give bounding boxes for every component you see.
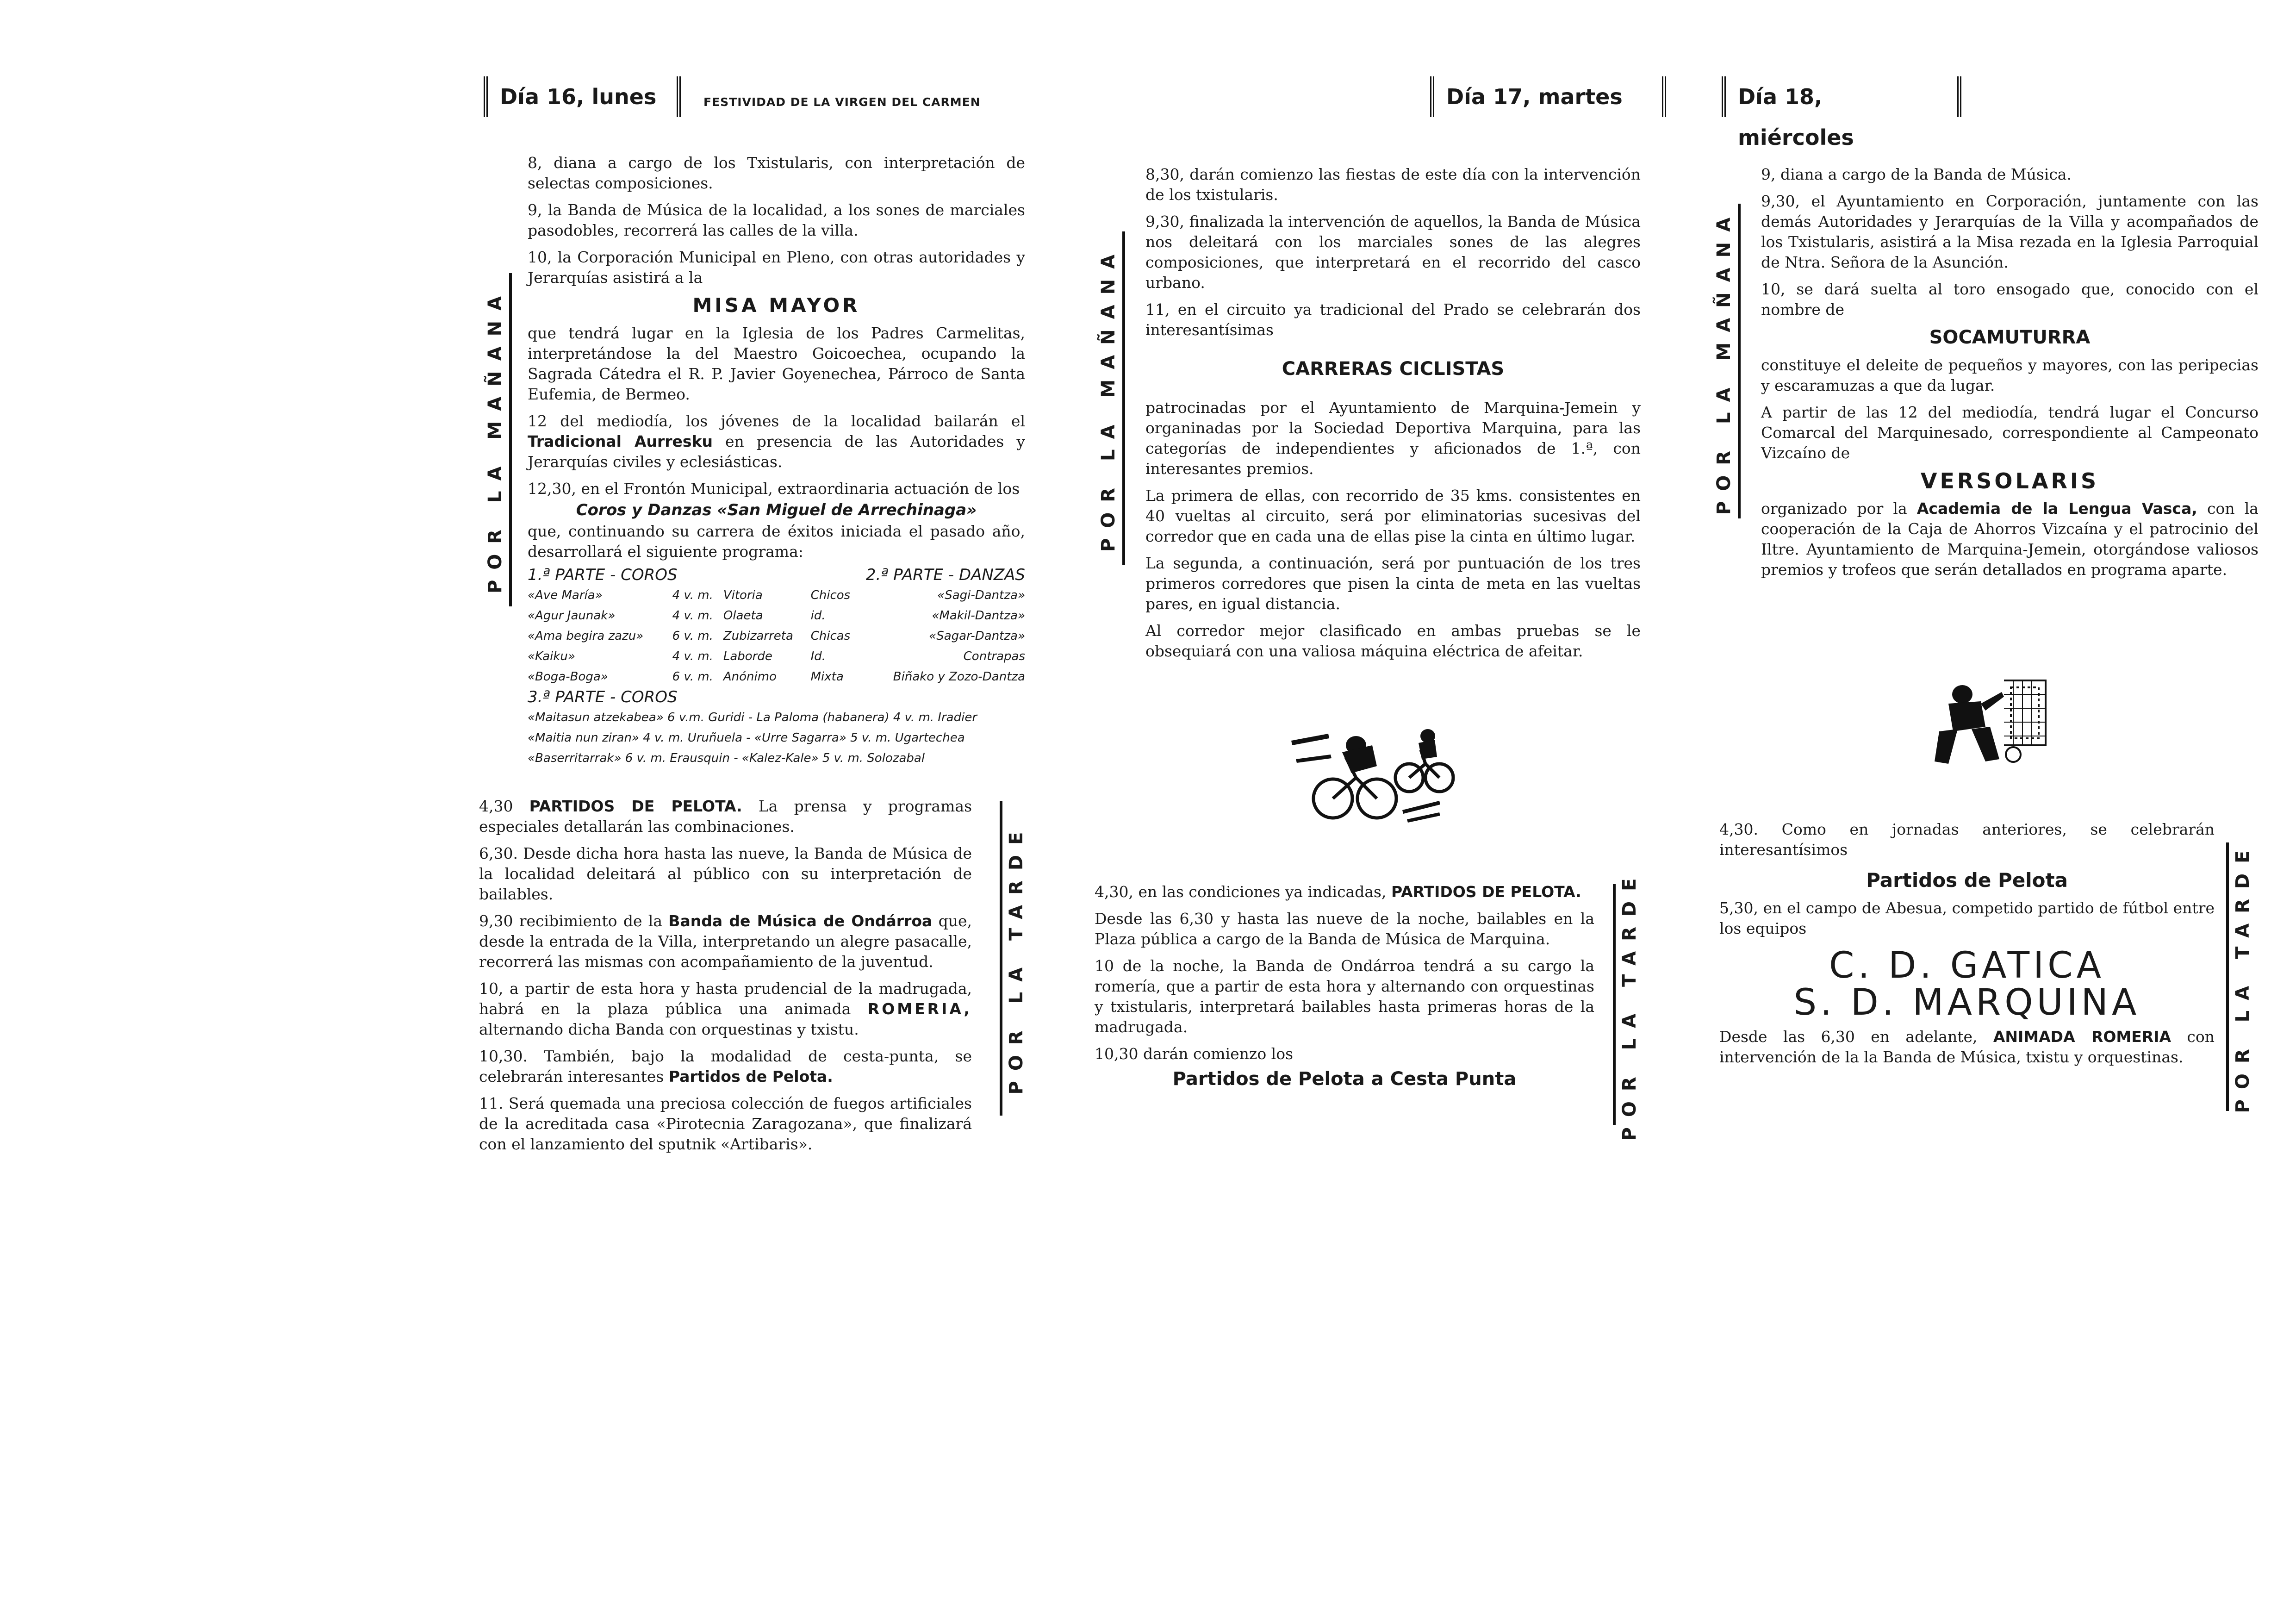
d16t-p2: 6,30. Desde dicha hora hasta las nueve, la Banda de Música de la localidad deleitará al público con su interpretación de bailables.	[479, 844, 972, 903]
partidos-pelota-heading: Partidos de Pelota	[1866, 869, 2068, 892]
d17m-p7: Al corredor mejor clasificado en ambas pruebas se le obsequiará con una valiosa máquina eléctrica de afeitar.	[1145, 622, 1641, 660]
d16m-p5: 12 del mediodía, los jóvenes de la localidad bailarán el Tradicional Aurresku en presencia de las Autoridades y Jerarquías civiles y eclesiásticas.	[528, 412, 1025, 471]
program-row: «Ave María» 4 v. m. Vitoria Chicos «Sagi-Dantza»	[528, 588, 1025, 602]
d17t-p1: 4,30, en las condiciones ya indicadas, PARTIDOS DE PELOTA.	[1095, 883, 1581, 901]
day18-header: Día 18, miércoles	[1722, 76, 1961, 117]
d17m-p4: patrocinadas por el Ayuntamiento de Marquina-Jemein y organinadas por la Sociedad Deportiva Marquina, para las categorías de independientes y aficionados de 1.ª, con interesantes premios.	[1145, 399, 1641, 478]
d17t-p4: 10,30 darán comienzo los	[1095, 1045, 1294, 1063]
d16m-p7: que, continuando su carrera de éxitos iniciada el pasado año, desarrollará el siguiente programa:	[528, 522, 1025, 561]
d18m-p2: 9,30, el Ayuntamiento en Corporación, juntamente con las demás Autoridades y Jerarquías de la Villa y acompañados de los Txistularis, asistirá a la Misa rezada en la Iglesia Parroquial de Ntra. Señora de la Asunción.	[1761, 192, 2259, 271]
d16m-p2: 9, la Banda de Música de la localidad, a los sones de marciales pasodobles, recorrerá las calles de la villa.	[528, 201, 1025, 239]
d18m-p6: organizado por la Academia de la Lengua Vasca, con la cooperación de la Caja de Ahorros Vizcaína y el patrocinio del Iltre. Ayuntamiento de Marquina-Jemein, otorgándose valiosos premios y trofeos que serán detallados en programa aparte.	[1761, 499, 2259, 579]
day17-header: Día 17, martes	[1430, 76, 1666, 117]
socamuturra-heading: SOCAMUTURRA	[1929, 327, 2091, 348]
d18m-p1: 9, diana a cargo de la Banda de Música.	[1761, 165, 2072, 183]
d17m-p5: La primera de ellas, con recorrido de 35 kms. consistentes en 40 vueltas al circuito, será por eliminatorias sucesivas del corredor que en cada una de ellas pise la cinta en último lugar.	[1145, 487, 1641, 545]
versolaris-heading: VERSOLARIS	[1920, 468, 2099, 493]
d16m-p4: que tendrá lugar en la Iglesia de los Padres Carmelitas, interpretándose la del Maestro Goicoechea, ocupando la Sagrada Cátedra el R. P. Javier Goyenechea, Párroco de Santa Eufemia, de Bermeo.	[528, 324, 1025, 403]
day17-morning	[1145, 164, 1641, 668]
misa-mayor-heading: MISA MAYOR	[692, 294, 860, 317]
d17m-p1: 8,30, darán comienzo las fiestas de este día con la intervención de los txistularis.	[1145, 165, 1641, 204]
team1-name: C. D. GATICA	[1829, 945, 2105, 986]
d16t-p6: 11. Será quemada una preciosa colección de fuegos artificiales de la acreditada casa «Pirotecnia Zaragozana», que finalizará con el lanzamiento del sputnik «Artibaris».	[479, 1094, 972, 1153]
aurresku-emph: Tradicional Aurresku	[528, 432, 713, 450]
d17t-p3: 10 de la noche, la Banda de Ondárroa tendrá a su cargo la romería, que a partir de esta hora y alternando con orquestinas y txistularis, interpretará bailables hasta primeras horas de la madrugada.	[1095, 957, 1594, 1036]
football-illustration	[1921, 676, 2050, 768]
part3-line: «Baserritarrak» 6 v. m. Erausquin - «Kalez-Kale» 5 v. m. Solozabal	[528, 751, 925, 765]
d16t-p5: 10,30. También, bajo la modalidad de cesta-punta, se celebrarán interesantes Partidos de Pelota.	[479, 1047, 972, 1085]
d16m-p3: 10, la Corporación Municipal en Pleno, con otras autoridades y Jerarquías asistirá a la	[528, 248, 1025, 287]
d16m-p6: 12,30, en el Frontón Municipal, extraordinaria actuación de los	[528, 480, 1020, 498]
coros-heading: Coros y Danzas «San Miguel de Arrechinaga»	[576, 501, 977, 519]
d16t-p3: 9,30 recibimiento de la Banda de Música de Ondárroa que, desde la entrada de la Villa, interpretando un alegre pasacalle, recorrerá las mismas con acompañamiento de la juventud.	[479, 912, 972, 971]
program-row: «Boga-Boga» 6 v. m. Anónimo Mixta Biñako y Zozo-Dantza	[528, 670, 1025, 684]
day18-afternoon	[1719, 819, 2215, 1074]
part3-label: 3.ª PARTE - COROS	[528, 688, 678, 706]
d16m-p1: 8, diana a cargo de los Txistularis, con interpretación de selectas composiciones.	[528, 154, 1025, 192]
d17m-p2: 9,30, finalizada la intervención de aquellos, la Banda de Música nos deleitará con los marciales sones de las alegres composiciones, que interpretará en el recorrido del casco urbano.	[1145, 212, 1641, 292]
side-label-d16-afternoon: POR LA TARDE	[1000, 801, 1030, 1116]
d18m-p5: A partir de las 12 del mediodía, tendrá lugar el Concurso Comarcal del Marquinesado, correspondiente al Campeonato Vizcaíno de	[1761, 403, 2259, 462]
day16-afternoon	[479, 796, 972, 1161]
d18m-p3: 10, se dará suelta al toro ensogado que, conocido con el nombre de	[1761, 280, 2259, 318]
d18t-p1: 4,30. Como en jornadas anteriores, se celebrarán interesantísimos	[1719, 820, 2215, 859]
day18-morning	[1761, 164, 2259, 586]
part1-label: 1.ª PARTE - COROS	[528, 566, 678, 584]
cyclists-illustration	[1287, 708, 1462, 829]
cesta-punta-heading: Partidos de Pelota a Cesta Punta	[1172, 1068, 1517, 1090]
part3-line: «Maitia nun ziran» 4 v. m. Uruñuela - «Urre Sagarra» 5 v. m. Ugartechea	[528, 731, 965, 745]
program-row: «Ama begira zazu» 6 v. m. Zubizarreta Chicas «Sagar-Dantza»	[528, 629, 1025, 643]
side-label-d18-morning: POR LA MAÑANA	[1710, 204, 1741, 518]
d16t-p1: 4,30 PARTIDOS DE PELOTA. La prensa y programas especiales detallarán las combinaciones.	[479, 797, 972, 836]
d17m-p3: 11, en el circuito ya tradicional del Prado se celebrarán dos interesantísimas	[1145, 300, 1641, 339]
program-row: «Kaiku» 4 v. m. Laborde Id. Contrapas	[528, 649, 1025, 663]
d18t-p2: 5,30, en el campo de Abesua, competido partido de fútbol entre los equipos	[1719, 899, 2215, 937]
side-label-d16-morning: POR LA MAÑANA	[481, 273, 512, 606]
day16-header: Día 16, lunes	[484, 76, 681, 117]
program-row: «Agur Jaunak» 4 v. m. Olaeta id. «Makil-Dantza»	[528, 609, 1025, 623]
d18m-p4: constituye el deleite de pequeños y mayores, con las peripecias y escaramuzas a que da lugar.	[1761, 356, 2259, 394]
d18t-p3: Desde las 6,30 en adelante, ANIMADA ROMERIA con intervención de la la Banda de Música, txistu y orquestinas.	[1719, 1028, 2215, 1066]
d16t-p4: 10, a partir de esta hora y hasta prudencial de la madrugada, habrá en la plaza pública una animada ROMERIA, alternando dicha Banda con orquestinas y txistu.	[479, 979, 972, 1038]
side-label-d18-afternoon: POR LA TARDE	[2226, 842, 2257, 1111]
choir-program	[528, 565, 1025, 768]
day16-morning	[528, 153, 1025, 768]
part2-label: 2.ª PARTE - DANZAS	[865, 566, 1025, 584]
d17t-p2: Desde las 6,30 y hasta las nueve de la noche, bailables en la Plaza pública a cargo de la Banda de Música de Marquina.	[1095, 910, 1594, 948]
d17m-p6: La segunda, a continuación, será por puntuación de los tres primeros corredores que pisen la cinta de meta en las vueltas pares, en igual distancia.	[1145, 554, 1641, 613]
day16-subtitle: FESTIVIDAD DE LA VIRGEN DEL CARMEN	[703, 95, 981, 109]
side-label-d17-afternoon: POR LA TARDE	[1613, 884, 1643, 1125]
carreras-ciclistas-heading: CARRERAS CICLISTAS	[1282, 358, 1505, 380]
side-label-d17-morning: POR LA MAÑANA	[1095, 231, 1125, 565]
team2-name: S. D. MARQUINA	[1793, 982, 2140, 1023]
part3-line: «Maitasun atzekabea» 6 v.m. Guridi - La Paloma (habanera) 4 v. m. Iradier	[528, 711, 977, 724]
day17-afternoon	[1095, 882, 1594, 1094]
